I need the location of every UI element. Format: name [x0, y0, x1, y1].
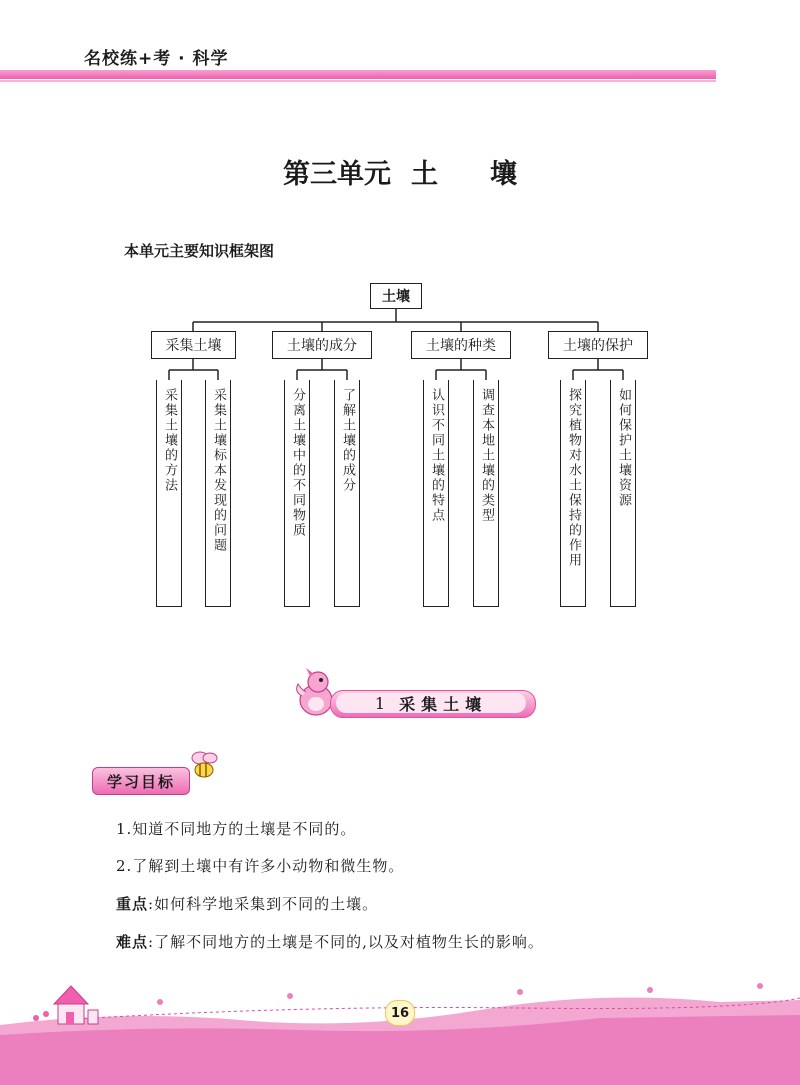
leaf-box: 采集土壤的方法 [156, 380, 182, 607]
book-series-title: 名校练+考 · 科学 [84, 49, 229, 69]
framework-root-node: 土壤 [370, 283, 422, 309]
difficulty-line [116, 931, 544, 952]
footer-decoration [0, 980, 800, 1085]
leaf-box: 了解土壤的成分 [334, 380, 360, 607]
lesson-title-text: 采集土壤 [399, 694, 488, 714]
key-point-line [116, 893, 378, 914]
difficulty-text: :了解不同地方的土壤是不同的,以及对植物生长的影响。 [148, 933, 544, 951]
key-point-text: :如何科学地采集到不同的土壤。 [148, 895, 379, 913]
goal-item-2: 2.了解到土壤中有许多小动物和微生物。 [116, 857, 405, 875]
leaf-box: 认识不同土壤的特点 [423, 380, 449, 607]
goal-item-1: 1.知道不同地方的土壤是不同的。 [116, 820, 357, 838]
framework-heading: 本单元主要知识框架图 [124, 242, 275, 260]
bee-icon [186, 748, 222, 784]
branch-node-collect-soil: 采集土壤 [151, 331, 236, 359]
house-icon [33, 986, 98, 1024]
learning-goals-tag: 学习目标 [92, 767, 190, 795]
unit-title-char-2: 壤 [490, 159, 517, 190]
unit-title-char-1: 土 [411, 159, 438, 190]
unit-number-label: 第三单元 [283, 159, 391, 190]
key-point-label: 重点 [116, 895, 149, 913]
leaf-box: 调查本地土壤的类型 [473, 380, 499, 607]
leaf-box: 如何保护土壤资源 [610, 380, 636, 607]
branch-node-soil-types: 土壤的种类 [411, 331, 511, 359]
branch-node-soil-protection: 土壤的保护 [548, 331, 648, 359]
lesson-number: 1 [374, 693, 386, 713]
branch-node-soil-composition: 土壤的成分 [272, 331, 372, 359]
leaf-box: 采集土壤标本发现的问题 [205, 380, 231, 607]
leaf-box: 探究植物对水土保持的作用 [560, 380, 586, 607]
lesson-title [336, 693, 526, 713]
difficulty-label: 难点 [116, 933, 149, 951]
leaf-box: 分离土壤中的不同物质 [284, 380, 310, 607]
page-number: 16 [385, 1000, 415, 1026]
